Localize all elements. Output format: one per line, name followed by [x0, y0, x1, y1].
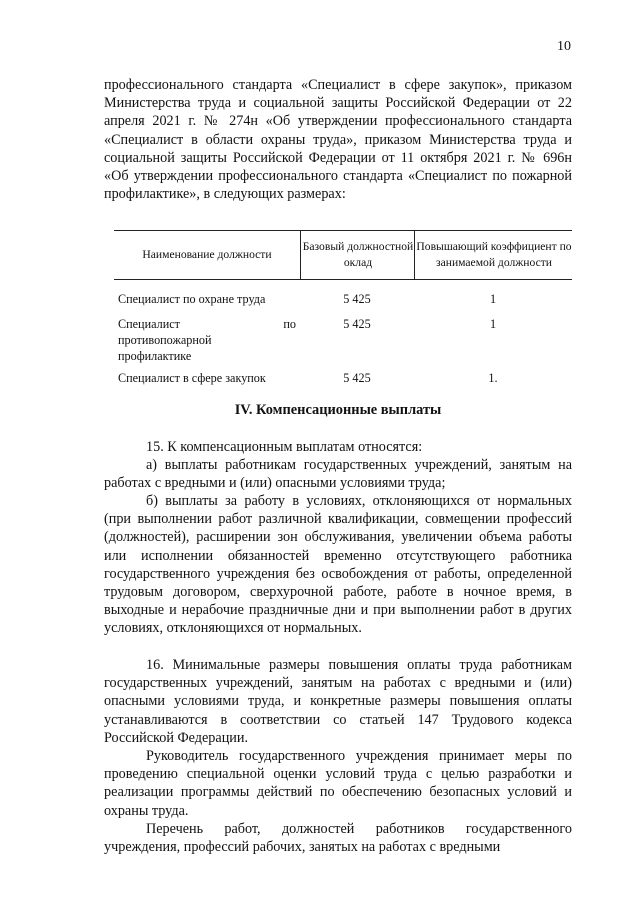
- row-coefficient: 1.: [488, 371, 498, 385]
- section-heading: IV. Компенсационные выплаты: [234, 402, 442, 418]
- paragraph-15b: б) выплаты за работу в условиях, отклоняющихся от нормальных (при выполнении работ различной квалификации, совмещении профессий (должностей), расширении зон обслуживания, увеличении объема работы или исполнении обязанностей временно отсутствующего работника государственного учреждения без освобождения от работы, определенной трудовым договором, сверхурочной работе, работе в ночное время, в выходные и нерабочие праздничные дни и при выполнении работ в других условиях, отклоняющихся от нормальных.: [104, 493, 572, 637]
- row-position: Специалист по охране труда: [118, 292, 266, 306]
- row-salary: 5 425: [343, 371, 371, 385]
- intro-paragraph: профессионального стандарта «Специалист в сфере закупок», приказом Министерства труда и социальной защиты Российской Федерации от 22 апреля 2021 г. № 274н «Об утверждении профессионального стандарта «Специалист в области охраны труда», приказом Министерства труда и социальной защиты Российской Федерации от 11 октября 2021 г. № 696н «Об утверждении профессионального стандарта «Специалист по пожарной профилактике», в следующих размерах:: [104, 77, 572, 203]
- header-coefficient: Повышающий коэффициент по занимаемой должности: [414, 231, 573, 279]
- paragraph-list: Перечень работ, должностей работников государственного учреждения, профессий рабочих, занятых на работах с вредными: [104, 821, 572, 856]
- row-coefficient: 1: [489, 292, 497, 306]
- paragraph-15a: а) выплаты работникам государственных учреждений, занятым на работах с вредными и (или) опасными условиями труда;: [104, 457, 572, 492]
- salary-table: [114, 230, 572, 385]
- row-position-word2: по: [283, 317, 296, 331]
- row-salary: 5 425: [343, 292, 371, 306]
- page-number: 10: [557, 39, 571, 54]
- paragraph-15: 15. К компенсационным выплатам относятся:: [146, 439, 423, 455]
- header-base-salary: Базовый должностной оклад: [300, 231, 415, 279]
- header-position: Наименование должности: [142, 248, 272, 261]
- row-position: [118, 316, 296, 364]
- paragraph-16: 16. Минимальные размеры повышения оплаты труда работникам государственных учреждений, занятым на работах с вредными и (или) опасными условиями труда, и конкретные размеры повышения оплаты устанавливаются в соответствии со статьей 147 Трудового кодекса Российской Федерации.: [104, 657, 572, 746]
- row-position-word1: Специалист: [118, 317, 180, 331]
- row-position-rest: противопожарной профилактике: [118, 333, 212, 363]
- table-header: [114, 230, 572, 280]
- paragraph-head-measures: Руководитель государственного учреждения принимает меры по проведению специальной оценки условий труда с целью разработки и реализации программы действий по обеспечению безопасных условий и охраны труда.: [104, 748, 572, 819]
- row-salary: 5 425: [343, 317, 371, 331]
- row-position: Специалист в сфере закупок: [118, 371, 266, 385]
- row-coefficient: 1: [489, 317, 497, 331]
